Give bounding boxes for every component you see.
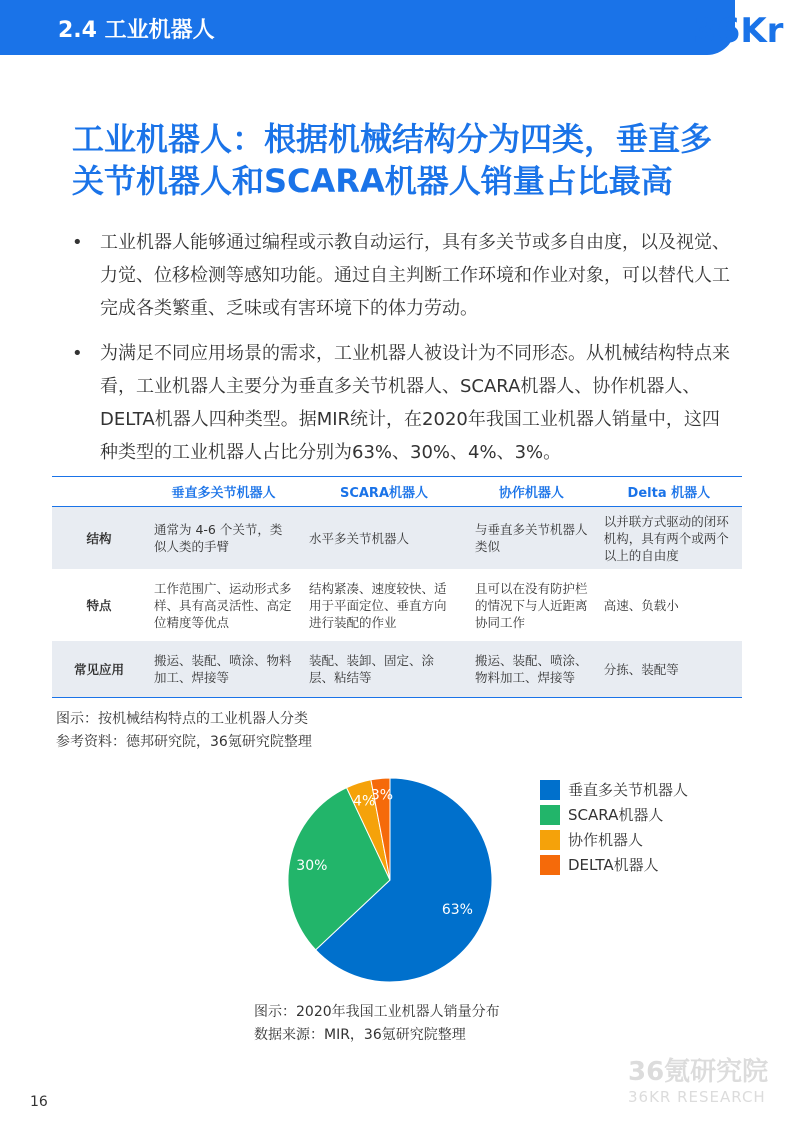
table-header-row <box>52 477 742 507</box>
bullet-text: 为满足不同应用场景的需求，工业机器人被设计为不同形态。从机械结构特点来看，工业机器人主要分为垂直多关节机器人、SCARA机器人、协作机器人、DELTA机器人四种类型。据MIR统计，在2020年我国工业机器人销量中，这四种类型的工业机器人占比分别为63%、30%、4%、3%。 <box>100 343 730 463</box>
watermark <box>628 1056 768 1106</box>
legend-swatch <box>540 805 560 825</box>
legend-item <box>540 852 688 877</box>
table-header-cell: SCARA机器人 <box>301 477 467 507</box>
legend-swatch <box>540 830 560 850</box>
legend-item <box>540 777 688 802</box>
table-cell: 水平多关节机器人 <box>301 507 467 570</box>
table-cell: 且可以在没有防护栏的情况下与人近距离协同工作 <box>474 580 588 630</box>
table-cell: 分拣、装配等 <box>596 641 742 698</box>
chart-caption-block <box>254 1001 500 1047</box>
page-number: 16 <box>30 1094 48 1110</box>
bullet-list <box>72 226 732 481</box>
table-cell: 以并联方式驱动的闭环机构，具有两个或两个以上的自由度 <box>596 507 742 570</box>
brand-logo <box>693 6 794 52</box>
table-row <box>52 507 742 570</box>
table-cell: 装配、装卸、固定、涂层、粘结等 <box>301 641 467 698</box>
pie-data-label: 4% <box>353 793 376 810</box>
table-cell: 通常为 4-6 个关节，类似人类的手臂 <box>146 507 301 570</box>
watermark-title: 36氪研究院 <box>628 1057 769 1087</box>
chart-caption: 图示：2020年我国工业机器人销量分布 <box>254 1004 500 1020</box>
page-title <box>72 118 752 202</box>
chart-source: 数据来源：MIR，36氪研究院整理 <box>254 1027 466 1043</box>
chart-legend <box>540 777 688 877</box>
table-header-cell: Delta 机器人 <box>596 477 742 507</box>
section-title: 2.4 工业机器人 <box>58 18 215 43</box>
legend-swatch <box>540 855 560 875</box>
table-cell: 搬运、装配、喷涂、物料加工、焊接等 <box>467 641 596 698</box>
row-header: 结构 <box>52 507 146 570</box>
page-title-line1: 工业机器人：根据机械结构分为四类，垂直多 <box>72 120 713 158</box>
table-cell: 结构紧凑、速度较快、适用于平面定位、垂直方向进行装配的作业 <box>309 580 447 630</box>
page-title-line2: 关节机器人和SCARA机器人销量占比最高 <box>72 162 673 200</box>
table-cell: 搬运、装配、喷涂、物料加工、焊接等 <box>146 641 301 698</box>
header-bar <box>0 0 735 55</box>
watermark-subtitle: 36KR RESEARCH <box>628 1088 766 1106</box>
legend-item <box>540 802 688 827</box>
table-header-cell: 垂直多关节机器人 <box>146 477 301 507</box>
table-cell: 工作范围广、运动形式多样、具有高灵活性、高定位精度等优点 <box>154 580 292 630</box>
logo-text: 36Kr <box>693 11 784 51</box>
legend-swatch <box>540 780 560 800</box>
pie-data-label: 30% <box>296 858 328 875</box>
bullet-text: 工业机器人能够通过编程或示教自动运行，具有多关节或多自由度，以及视觉、力觉、位移检测等感知功能。通过自主判断工作环境和作业对象，可以替代人工完成各类繁重、乏味或有害环境下的体力劳动。 <box>100 232 730 319</box>
table-caption: 图示：按机械结构特点的工业机器人分类 <box>56 711 308 727</box>
bullet-item <box>72 226 732 325</box>
table-source: 参考资料：德邦研究院，36氪研究院整理 <box>56 734 312 750</box>
table-cell: 高速、负载小 <box>603 597 679 613</box>
legend-label: 垂直多关节机器人 <box>568 781 689 799</box>
sales-pie-chart <box>280 770 500 990</box>
row-header: 常见应用 <box>52 641 146 698</box>
legend-label: DELTA机器人 <box>568 856 659 874</box>
table-row <box>52 569 742 641</box>
table-header-cell: 协作机器人 <box>467 477 596 507</box>
row-header: 特点 <box>86 597 112 613</box>
bullet-dot-icon: • <box>72 343 83 364</box>
legend-label: SCARA机器人 <box>568 806 664 824</box>
robot-classification-table <box>52 476 742 698</box>
pie-data-label: 63% <box>441 902 473 919</box>
pie-data-label: 3% <box>370 787 394 804</box>
table-row <box>52 641 742 698</box>
bullet-dot-icon: • <box>72 232 83 253</box>
legend-item <box>540 827 688 852</box>
bullet-item <box>72 337 732 469</box>
table-cell: 与垂直多关节机器人类似 <box>467 507 596 570</box>
legend-label: 协作机器人 <box>568 831 644 849</box>
table-caption-block <box>56 708 312 754</box>
table-header-cell <box>52 477 146 507</box>
